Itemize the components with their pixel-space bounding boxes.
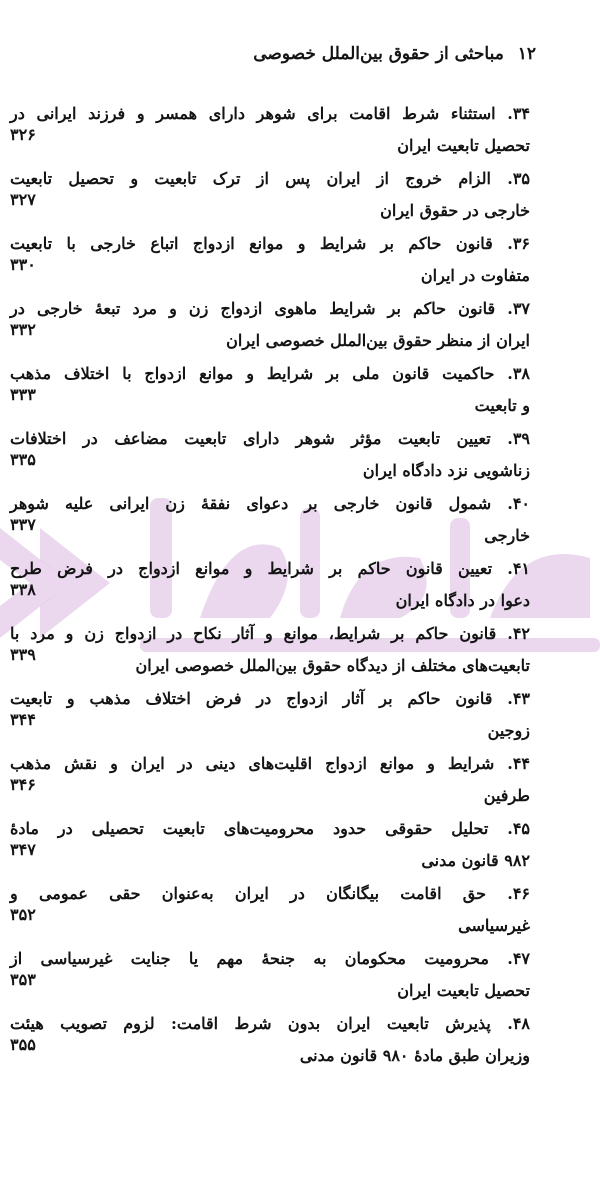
toc-entry-title-line1: ۴۷. محرومیت محکومان به جنحهٔ مهم یا جنایت غیرسیاسی از xyxy=(10,949,530,968)
running-title: مباحثی از حقوق بین‌الملل خصوصی xyxy=(253,44,504,64)
toc-entry-title-line2: تحصیل تابعیت ایران xyxy=(397,981,530,1000)
toc-entry-title-line2: طرفین xyxy=(483,786,530,805)
toc-entry-title-line1: ۴۶. حق اقامت بیگانگان در ایران به‌عنوان حقی عمومی و xyxy=(10,884,530,903)
toc-entry-title-line2: وزیران طبق مادهٔ ۹۸۰ قانون مدنی xyxy=(299,1046,530,1065)
toc-entry xyxy=(10,488,530,553)
toc-entry xyxy=(10,358,530,423)
toc-entry-title-line1: ۳۷. قانون حاکم بر شرایط ماهوی ازدواج زن و مرد تبعهٔ خارجی در xyxy=(10,299,530,318)
toc-entry-title-line2: دعوا در دادگاه ایران xyxy=(395,591,530,610)
toc-entry-title-line1: ۳۸. حاکمیت قانون ملی بر شرایط و موانع ازدواج با اختلاف مذهب xyxy=(10,364,531,383)
toc-entry xyxy=(10,1008,530,1073)
toc-entry-title-line2: غیرسیاسی xyxy=(458,916,530,935)
toc-entry-title-line2: تابعیت‌های مختلف از دیدگاه حقوق بین‌الملل خصوصی ایران xyxy=(135,656,530,675)
toc-entry xyxy=(10,98,530,163)
toc-entry xyxy=(10,228,530,293)
toc-entry-page-number: ۳۵۲ xyxy=(10,905,36,924)
toc-entry-title-line1: ۳۵. الزام خروج از ایران پس از ترک تابعیت و تحصیل تابعیت xyxy=(10,169,530,188)
toc-entry-page-number: ۳۳۸ xyxy=(10,580,36,599)
toc-entry-page-number: ۳۴۷ xyxy=(10,840,36,859)
toc-entry-title-line2: خارجی در حقوق ایران xyxy=(380,201,530,220)
toc-entry-page-number: ۳۴۴ xyxy=(10,710,36,729)
toc-entry-page-number: ۳۳۹ xyxy=(10,645,36,664)
toc-entry xyxy=(10,943,530,1008)
toc-entry-title-line1: ۴۸. پذیرش تابعیت ایران بدون شرط اقامت: لزوم تصویب هیئت xyxy=(10,1014,530,1033)
toc-entry-page-number: ۳۵۳ xyxy=(10,970,36,989)
toc-entry-title-line2: زوجین xyxy=(487,721,530,740)
toc-entry-title-line1: ۴۰. شمول قانون خارجی بر دعوای نفقهٔ زن ایرانی علیه شوهر xyxy=(10,494,530,513)
toc-entry-page-number: ۳۳۵ xyxy=(10,450,36,469)
toc-entry-title-line2: زناشویی نزد دادگاه ایران xyxy=(362,461,530,480)
toc-entry-title-line1: ۴۳. قانون حاکم بر آثار ازدواج در فرض اختلاف مذهب و تابعیت xyxy=(10,689,530,708)
toc-entry-page-number: ۳۵۵ xyxy=(10,1035,36,1054)
toc-entry-title-line2: ایران از منظر حقوق بین‌الملل خصوصی ایران xyxy=(226,331,530,350)
toc-entry xyxy=(10,683,530,748)
toc-entry xyxy=(10,293,530,358)
toc-entry-title-line1: ۴۵. تحلیل حقوقی حدود محرومیت‌های تابعیت تحصیلی در مادهٔ xyxy=(10,819,530,838)
toc-entry-title-line2: خارجی xyxy=(484,526,530,545)
toc-entry-title-line2: تحصیل تابعیت ایران xyxy=(397,136,530,155)
toc-entry-title-line1: ۴۱. تعیین قانون حاکم بر شرایط و موانع ازدواج در فرض طرح xyxy=(10,559,530,578)
toc-entry-title-line1: ۳۴. استثناء شرط اقامت برای شوهر دارای همسر و فرزند ایرانی در xyxy=(10,104,530,123)
toc-entry-page-number: ۳۲۶ xyxy=(10,125,36,144)
toc-entry-title-line2: ۹۸۲ قانون مدنی xyxy=(421,851,530,870)
toc-entry-page-number: ۳۴۶ xyxy=(10,775,36,794)
toc-entry-title-line2: متفاوت در ایران xyxy=(420,266,530,285)
page-number: ۱۲ xyxy=(517,44,536,64)
toc-entry-page-number: ۳۳۷ xyxy=(10,515,36,534)
toc-entry xyxy=(10,748,530,813)
toc-entry xyxy=(10,163,530,228)
toc-entry xyxy=(10,618,530,683)
toc-entry-page-number: ۳۳۰ xyxy=(10,255,36,274)
toc-entry-title-line1: ۴۲. قانون حاکم بر شرایط، موانع و آثار نکاح در ازدواج زن و مرد با xyxy=(10,624,530,643)
toc-entry xyxy=(10,553,530,618)
toc-entry-title-line2: و تابعیت xyxy=(474,396,530,415)
toc-entry xyxy=(10,813,530,878)
toc-entry-page-number: ۳۲۷ xyxy=(10,190,36,209)
toc-entry-title-line1: ۳۶. قانون حاکم بر شرایط و موانع ازدواج اتباع خارجی با تابعیت xyxy=(10,234,530,253)
page-header xyxy=(30,44,536,64)
toc-entry-title-line1: ۳۹. تعیین تابعیت مؤثر شوهر دارای تابعیت مضاعف در اختلافات xyxy=(10,429,530,448)
toc-entry xyxy=(10,878,530,943)
toc-entry-page-number: ۳۳۲ xyxy=(10,320,36,339)
toc-entry xyxy=(10,423,530,488)
table-of-contents xyxy=(10,98,530,1073)
toc-entry-title-line1: ۴۴. شرایط و موانع ازدواج اقلیت‌های دینی در ایران و نقش مذهب xyxy=(10,754,530,773)
toc-entry-page-number: ۳۳۳ xyxy=(10,385,36,404)
